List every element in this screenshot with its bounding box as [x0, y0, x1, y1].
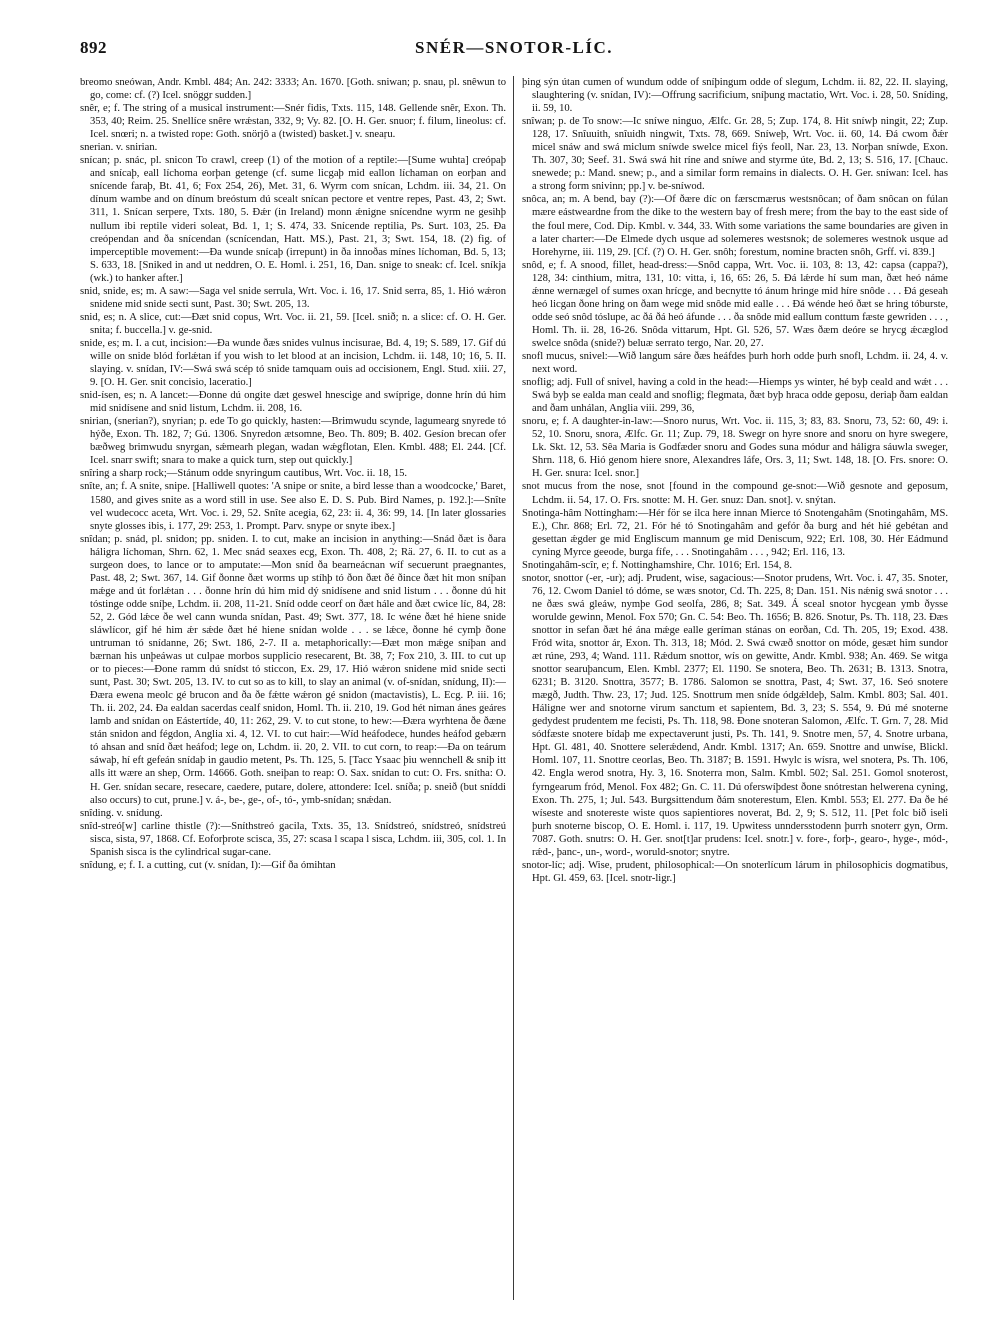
dictionary-entry: snîwan; p. de To snow:—Ic sníwe ninguo, Ælfc. Gr. 28, 5; Zup. 174, 8. Hit sníwþ ningit, 22; Zup. 128, 17. Snîuuith, snîuidh ningwit, Txts. 78, 669. Sníweþ, Wrt. Voc. ii. 60, 14. Ðá cwom ðǽr micel snáw and swá miclum sníwde swelce micel fiýs feoll, Nar. 23, 13. Norþan sníwde, Exon. Th. 307, 30; Seef. 31. Swá swá hit ríne and sníwe and styrme úte, Bd. 2, 13; S. 516, 17. [Chauc. snewede; p.: Mand. snew; p., and a similar form remains in dialects. O. H. Ger. sníwan: Icel. has a strong form snivinn; pp.] v. be-sníwod. — [522, 116, 948, 193]
right-column — [522, 76, 948, 1300]
dictionary-entry: snoru, e; f. A daughter-in-law:—Snoro nurus, Wrt. Voc. ii. 115, 3; 83, 83. Snoru, 73, 52: 60, 49: i. 52, 10. Snoru, snora, Ælfc. Gr. 11; Zup. 79, 18. Swegr on hyre snore and snoru on hyre swegere, Lk. Skt. 12, 53. Sêa Maria is Godfæder snoru and Godes suna módur and háligra sáuwla sweger, Shrn. 118, 6. Hió genom hiere snore, Alexandres láfe, Ors. 3, 11; Swt. 148, 18. [O. Frs. snore: O. H. Ger. snura: Icel. snor.] — [522, 416, 948, 480]
dictionary-entry: snîding. v. snídung. — [80, 807, 163, 819]
dictionary-entry: snôd, e; f. A snood, fillet, head-dress:—Snôd cappa, Wrt. Voc. ii. 103, 8: 13, 42: capsa (cappa?), 128, 34: cinthium, mitra, 131, 10: vitta, i, 16, 65: 26, 5. Ðá lǽrde hí sum man, ðæt heó náme ǽnne wernægel of sumes oxan hrícge, and becnytte tó ánum hringe mid híre snôde . . . Ðá geseah heó licgan ðone hring on ðam wege mid snôde mid ealle . . . Ðá wénde heó ðæt se hring tóburste, odde seó snôd tóslupe, ac ðá ðá heó áfunde . . . ða snôde mid eallum conttum fæste gewriden . . . , Homl. Th. ii. 28, 16-26. Snôda vittarum, Hpt. Gl. 526, 57. Wæs ðæm deóre se hrycg ǽcæglod swelce snôda (snide?) beluæ serrato tergo, Nar. 20, 27. — [522, 259, 948, 349]
two-column-body — [80, 76, 948, 1300]
dictionary-entry: snîd-streó[w] carline thistle (?):—Sníthstreó gacila, Txts. 35, 13. Snídstreó, snídstreó, snídstreú sisca, sista, 97, 1868. Cf. Eoforþrote scisca, 35, 27: scasa l scapa l sisca, Lchdm. iii, 305, col. 1. In Spanish sisca is the cylindrical sugar-cane. — [80, 820, 506, 858]
running-head: SNÉR—SNOTOR-LÍC. — [415, 38, 613, 57]
dictionary-page — [80, 38, 948, 1308]
column-divider — [513, 76, 514, 1300]
dictionary-entry: snoflig; adj. Full of snivel, having a cold in the head:—Hiemps ys winter, hé byþ ceald and wǽt . . . Swá byþ se ealda man ceald and snoflig; flegmata, ðæt byþ hraca odde geposu, deriaþ ðam ealdan and ðam unhálan, Anglia viii. 299, 36, — [522, 377, 948, 415]
dictionary-entry: snîdan; p. snád, pl. snidon; pp. sniden. I. to cut, make an incision in anything:—Snád ðæt is ðara háligra líchoman, Shrn. 62, 1. Mec snád seaxes ecg, Exon. Th. 408, 2; Rä. 27, 6. II. to cut as a surgeon does, to lance or to amputate:—Mon sníd ða bearneácnan wíf secuerunt praegnantes, Past. 48, 2; Swt. 367, 14. Gif ðonne ðæt worms up stíhþ tó ðon ðæt ðé ðince ðæt hit mon sníþan mǽge and út forlǽtan . . . ðonne hrín dú him mid dý snidísene and snid listum . . . ðonne dú hit tóstinge odde sníþe, Lchdm. ii. 208, 11-21. Sníd odde ceorf on ðæt hále and ðæt cwice líc, 84, 28: 52, 2. Gód lǽce ðe wel cann wunda snídan, Past. 49; Swt. 377, 18. Ic wéne ðæt hé hiene snide sláwlícor, gif hé him ǽr sǽde ðæt hé hiene snídan wolde . . . se lǽce, ðonne hé cymþ ðone untruman tó snídanne, 26; Swt. 186, 2-7. II a. metaphorically:—Ðæt mon mǽge sníþan and bærnan his unþeáwas ut culpae morbos supplicio resecarent, Bt. 38, 7; Fox 210, 3. III. to cut up or to pieces:—Ðone ramm dú snídst tó sticcon, Ex. 29, 17. Hió wǽron snidene mid snide secti sunt, Past. 30; Swt. 205, 13. IV. to cut so as to kill, to slay an animal (v. of-snídan, snídung, II):—Ðæra ewena meolc gé brucon and ða ðe fǽtte wǽron gé snidon (mactavistis), L. Ecg. P. iii. 16; Th. ii. 202, 24. Ða ealdan sacerdas cealf snidon, Homl. Th. ii. 210, 19. God hét niman ánes geáres lamb and snídan on Eástertíde, 40, 11: 262, 29. V. to cut stone, to hew:—Ðæra wyrhtena ðe ðæne stán snidon and fégdon, Anglia xi. 4, 12. VI. to cut hair:—Wíd heáfodece, hundes heáfod gebærn tó ahsan and sníd ðæt heáfod; lege on, Lchdm. ii. 20, 2. VII. to cut corn, to reap:—Ða on teárum sáwaþ, hí eft gefeán snídaþ in gaudio metent, Ps. Th. 125, 5. [Tacc Ysaac þiu wennchell & sniþ itt alls itt wære an shep, Orm. 14666. Goth. sneiþan to reap: O. Sax. snídan to cut: O. Frs. snítha: O. H. Ger. snídan secare, resecare, caedere, putare, dolere, attondere: Icel. sníða; p. sneið (but sníddi also occurs) to cut, prune.] v. á-, be-, ge-, of-, tó-, ymb-snídan; snǽdan. — [80, 533, 506, 806]
dictionary-entry: snid-ísen, es; n. A lancet:—Ðonne dú ongite dæt geswel hnescige and swíprige, donne hrín dú him mid snidísene and snid listum, Lchdm. ii. 208, 16. — [80, 390, 506, 415]
dictionary-entry: snîring a sharp rock;—Stánum odde snyringum cautibus, Wrt. Voc. ii. 18, 15. — [80, 468, 408, 480]
dictionary-entry: snide, es; m. I. a cut, incision:—Ða wunde ðæs snides vulnus incisurae, Bd. 4, 19; S. 589, 17. Gif dú wille on snide blód forlǽtan if you wish to let blood at an incision, Lchdm. ii. 148, 10; 16, 5. II. slaying. v. snídan, IV:—Swá swá scép tó snide tamquam ouis ad occisionem, Engl. Stud. xiii. 27, 9. [O. H. Ger. snit concisio, laceratio.] — [80, 337, 506, 389]
dictionary-entry: snirian, (snerian?), snyrian; p. ede To go quickly, hasten:—Brimwudu scynde, lagumearg snyrede tó hýðe, Exon. Th. 182, 7; Gú. 1306. Snyredon ætsomne, Beo. Th. 809; B. 402. Gesíon brecan ofer bæðweg brimwudu snyrgan, sǽmearh plegan, wadan wǽgflotan, Elen. Kmbl. 488; El. 244. [Cf. Icel. snarr swift; snara to make a quick turn, step out quickly.] — [80, 416, 506, 467]
dictionary-entry: snotor, snottor (-er, -ur); adj. Prudent, wise, sagacious:—Snotor prudens, Wrt. Voc. i. 47, 35. Snoter, 76, 12. Cwom Daniel tó dóme, se wæs snotor, Cd. Th. 225, 8; Dan. 151. Nis nǽnig swá snotor . . . ne ðæs swá gleáw, nymþe God seolfa, 286, 8; Sat. 349. Á sceal snotor hycgean ymb ðysse worulde gewinn, Menol. Fox 570; Gn. C. 54: Beo. Th. 1656; B. 826. Snotur, Ps. Th. 118, 23. Ðæs snottor in sefan ðæt hé ána mǽge ealle geríman stánas on eorðan, Cd. Th. 205, 19; Exod. 438. Fród wita, snottor ár, Exon. Th. 313, 18; Mód. 2. Swá cwæð snottor on móde, gesæt him sundor æt rúne, 293, 4; Wand. 111. Rǽdum snottor, wís on gewitte, Andr. Kmbl. 938; An. 469. Se witga snottor searuþancum, Elen. Kmbl. 2377; El. 1190. Se snotera, Beo. Th. 2631; B. 1313. Snotra, 6231; B. 3120. Snottra, 3577; B. 1786. Salomon se snottra, Past, 4; Swt. 37, 16. Seó snotere mægð, Judth. Thw. 23, 17; Jud. 125. Snottrum men sníde ódgǽldeþ, Salm. Kmbl. 803; Sal. 401. Háligne wer and snotorne virum sanctum et sapientem, Bd. 3, 23; S. 554, 9. Ðú mé snoterne gedydest prudentem me fecisti, Ps. Th. 118, 98. Ðone snoteran Salomon, Ælfc. T. Grn. 7, 28. Mid sódfæste snotere bídaþ me expectaverunt justi, Ps. Th. 141, 9. Snotre men, 57, 4. Snotre urbana, Hpt. Gl. 481, 40. Snottere selerǽdend, Andr. Kmbl. 1317; An. 659. Snottre and unwíse, Blickl. Homl. 107, 11. Snottre ceorlas, Beo. Th. 3187; B. 1591. Hwylc is wísra, wel snotera, Ps. Th. 106, 42. Engla werod snotra, Hy. 3, 16. Snoterra mon, Salm. Kmbl. 502; Sal. 251. Gomol snoterost, fyrngearum fród, Menol. Fox 482; Gn. C. 11. Dú oferswíþdest ðone snótrestan helwerena cyning, Exon. Th. 275, 1; Jul. 543. Burgsittendum ðám snoterestum, Elen. Kmbl. 553; El. 277. Ða ðe hé wíseste and snotereste wiste quos sapientiores noverat, Bd. 2, 9; S. 512, 11. [Pet folc bið iseli þurh snoterne biscop, O. E. Homl. i. 117, 19. Upwitess unndersstodenn þurrh snoterr gyn, Orm. 7087. Goth. snutrs: O. H. Ger. snot[t]ar prudens: Icel. snotr.] v. fore-, forþ-, gearo-, hyge-, mód-, rǽd-, þanc-, un-, word-, woruld-snotor; snytre. — [522, 572, 948, 858]
dictionary-entry: snêr, e; f. The string of a musical instrument:—Snér fidis, Txts. 115, 148. Gellende snêr, Exon. Th. 353, 40; Reim. 25. Snellíce snêre wrǽstan, 332, 9; Vy. 82. [O. H. Ger. snuor; f. filum, lineolus: cf. Icel. snœri; n. a twisted rope: Goth. snörjô a (twisted) basket.] v. sneaṛu. — [80, 103, 506, 141]
dictionary-entry: breomo sneówan, Andr. Kmbl. 484; An. 242: 3333; An. 1670. [Goth. sniwan; p. snau, pl. snêwun to go, come: cf. (?) Icel. snöggr sudden.] — [80, 77, 506, 102]
dictionary-entry: snîdung, e; f. I. a cutting, cut (v. snídan, I):—Gif ða ómihtan — [80, 859, 336, 871]
dictionary-entry: snerian. v. snirian. — [80, 142, 158, 154]
dictionary-entry: snot mucus from the nose, snot [found in the compound ge-snot:—Wið gesnote and geposum, Lchdm. ii. 54, 17. O. Frs. snotte: M. H. Ger. snuz: Dan. snot]. v. snýtan. — [522, 481, 948, 506]
dictionary-entry: Snotinga-hâm Nottingham:—Hér för se ilca here innan Mierce tó Snotengahâm (Snotingahâm, MS. E.), Chr. 868; Erl. 72, 21. Fór hé tó Snotingahâm and gefór ða burg and hét hié gebétan and gesettan ǽgder ge mid Engliscum mannum ge mid Deniscum, 922; Erl. 108, 30. Hér Eádmund cyning Myrce geeode, burga fífe, . . . Snotingahâm . . . , 942; Erl. 116, 13. — [522, 507, 948, 558]
page-number: 892 — [80, 38, 107, 57]
dictionary-entry: þing sýn útan cumen of wundum odde of sníþingum odde of slegum, Lchdm. ii. 82, 22. II. slaying, slaughtering (v. snídan, IV):—Offrung sacrificium, sníþung mactatio, Wrt. Voc. i. 28, 50. Sníding, ii. 59, 10. — [522, 77, 948, 115]
dictionary-entry: snid, snide, es; m. A saw:—Saga vel snide serrula, Wrt. Voc. i. 16, 17. Snid serra, 85, 1. Hió wǽron snidene mid snide secti sunt, Past. 30; Swt. 205, 13. — [80, 285, 506, 310]
dictionary-entry: snotor-líc; adj. Wise, prudent, philosophical:—On snoterlícum lárum in philosophicis dogmatibus, Hpt. Gl. 459, 63. [Icel. snotr-ligr.] — [522, 859, 948, 884]
dictionary-entry: Snotingahâm-scîr, e; f. Nottinghamshire, Chr. 1016; Erl. 154, 8. — [522, 559, 792, 571]
left-column — [80, 76, 506, 1300]
page-header — [80, 38, 948, 72]
dictionary-entry: snícan; p. snác, pl. snicon To crawl, creep (1) of the motion of a reptile:—[Sume wuhta] creópaþ and snícaþ, eall líchoma eorþan getenge (cf. sume licgaþ mid eallon líchaman on eorþan and snícende faraþ, Bt. 41, 6; Fox 254, 26), Met. 31, 6. Wyrm com snícan, Lchdm. iii. 34, 21. On dínum wambe and on dínum breóstum dú scealt snícan pectore et ventre repes, Past. 43, 2; Swt. 311, 1. Snícan serpere, Txts. 180, 5. Ðǽr (in Ireland) monn ǽnigne snícendne wyrm ne gesihþ nullum ibi reptile videri soleat, Bd. 1, 1; S. 474, 33. Snícende reptilia, Ps. Surt. 103, 25. Ða creópendan and ða snícendan (scnícendan, Hatt. MS.), Past. 21, 3; Swt. 154, 18. (2) fig. of imperceptible movement:—Ða wunde snícaþ (irrepunt) in ða innoðas mínes líchoman, Bd. 5, 13; S. 633, 18. [Sniked in and ut neddren, O. E. Homl. i. 251, 16, Dan. snige to sneak: cf. Icel. sníkja (wk.) to hanker after.] — [80, 155, 506, 284]
dictionary-entry: snôca, an; m. A bend, bay (?):—Of ðære díc on færscmærus westsnôcan; of ðam snôcan on fúlan mære eástweardne from the dike to the western bay of fresh mere; from the bay to the east side of the foul mere, Cod. Dip. Kmbl. v. 344, 33. With some variations the same boundaries are given in a later charter:—De Elmede dych usque ad solemeres westsnok; de solemeres westnok usque ad Horehyrne, iii. 119, 29. [Cf. (?) O. H. Ger. snôh; forestum, nomine bracten snôh, Grff. vi. 839.] — [522, 194, 948, 258]
dictionary-entry: snîte, an; f. A snite, snipe. [Halliwell quotes: 'A snipe or snite, a bird lesse than a woodcocke,' Baret, 1580, and gives snite as a word still in use. See also E. D. S. Pub. Bird Names, p. 192.]:—Snîte vel wudecocc aceta, Wrt. Voc. i. 29, 52. Snîte acegia, 62, 23: ii. 4, 36: 99, 14. [In later glossaries snyte glosses ibis, i. 177, 29: 253, 1. Prompt. Parv. snype or snyte ibex.] — [80, 481, 506, 532]
dictionary-entry: snid, es; n. A slice, cut:—Ðæt snid copus, Wrt. Voc. ii. 21, 59. [Icel. snið; n. a slice: cf. O. H. Ger. snita; f. buccella.] v. ge-snid. — [80, 311, 506, 336]
dictionary-entry: snofl mucus, snivel:—Wið langum sáre ðæs heáfdes þurh horh odde þurh snofl, Lchdm. ii. 24, 4. v. next word. — [522, 350, 948, 376]
